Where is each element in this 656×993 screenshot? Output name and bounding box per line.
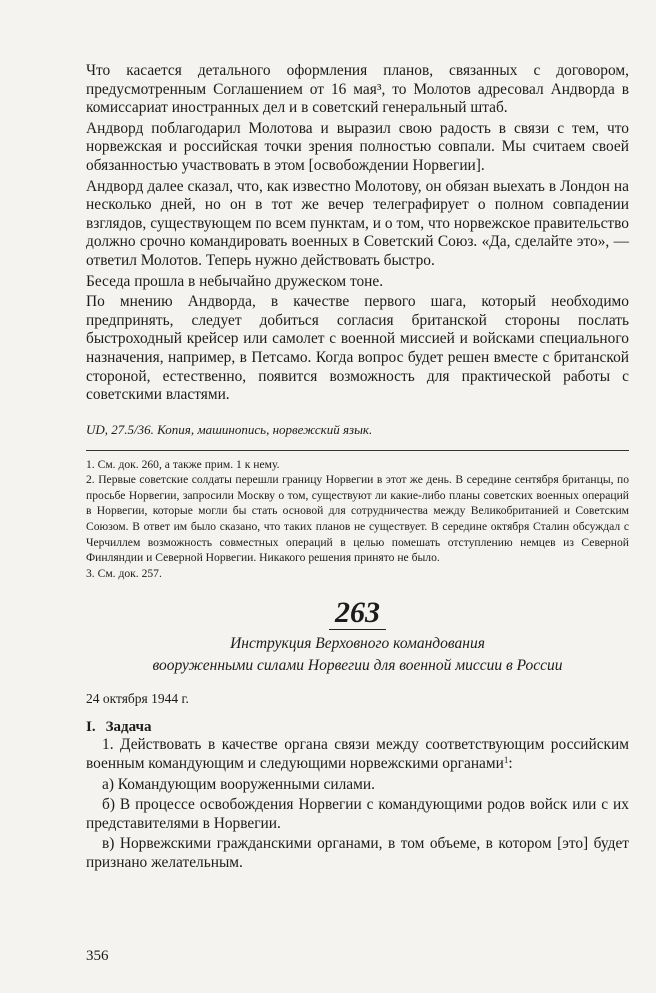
paragraph: Андворд далее сказал, что, как известно Молотову, он обязан выехать в Лондон на несколько дней, но он в тот же вечер телеграфирует о полном совпадении взглядов, существующем по всем пунктам, и о том, что норвежское правительство должно срочно командировать военных в Советский Союз. «Да, сделайте это», — ответил Молотов. Теперь нужно действовать быстро. [86, 177, 629, 269]
sub-item: в) Норвежскими гражданскими органами, в том объеме, в котором [это] будет признано желательным. [86, 835, 629, 871]
footnote-divider [86, 450, 629, 451]
title-line: Инструкция Верховного командования [230, 635, 485, 653]
footnote: 1. См. док. 260, а также прим. 1 к нему. [86, 457, 280, 471]
footnotes [86, 457, 629, 582]
paragraph: По мнению Андворда, в качестве первого шага, который необходимо предпринять, следует добиться согласия британской стороны послать быстроходный крейсер или самолет с военной миссией и войсками специального назначения, например, в Петсамо. Когда вопрос будет решен вместе с британской стороной, естественно, появится возможность для практической работы с советскими властями. [86, 293, 629, 404]
page-number: 356 [86, 948, 109, 964]
section-number: I. [86, 719, 96, 736]
footnote: 2. Первые советские солдаты перешли границу Норвегии в этот же день. В середине сентября британцы, по просьбе Норвегии, запросили Москву о том, существуют ли какие-либо планы советских военных операций в Норвегии, которые могли бы стать основой для сотрудничества между Великобританией и Советским Союзом. В ответ им было сказано, что таких планов не существует. В середине октября Сталин обсуждал с Черчиллем возможность совместных операций в целью помешать отступлению немцев из Северной Финляндии и Северной Норвегии. Никакого решения принято не было. [86, 473, 629, 565]
paragraph: Беседа прошла в небычайно дружеском тоне. [86, 272, 384, 290]
section-title: Задача [105, 719, 152, 736]
sub-item: б) В процессе освобождения Норвегии с командующими родов войск или с их представителями в Норвегии. [86, 796, 629, 832]
title-line: вооруженными силами Норвегии для военной миссии в России [152, 657, 563, 675]
sub-item: а) Командующим вооруженными силами. [102, 775, 375, 793]
main-text [86, 62, 629, 405]
document-date: 24 октября 1944 г. [86, 691, 189, 707]
document-title [86, 633, 629, 677]
document-page [86, 62, 629, 875]
document-number: 263 [86, 597, 629, 629]
list-item: 1. Действовать в качестве органа связи между соответствующим российским военным командующим и следующими норвежскими органами$^1$: [86, 736, 629, 773]
footnote: 3. См. док. 257. [86, 566, 162, 580]
paragraph: Андворд поблагодарил Молотова и выразил свою радость в связи с тем, что норвежская и российская точки зрения полностью совпали. Мы считаем своей обязанностью участвовать в этом [освобождении Норвегии]. [86, 119, 629, 174]
section-heading [86, 719, 629, 736]
paragraph: Что касается детального оформления планов, связанных с договором, предусмотренным Соглашением от 16 мая³, то Молотов адресовал Андворда в комиссариат иностранных дел и в советский генеральный штаб. [86, 62, 629, 117]
footnote-ref: 1 [503, 755, 509, 766]
archive-source: UD, 27.5/36. Копия, машинопись, норвежский язык. [86, 421, 373, 437]
